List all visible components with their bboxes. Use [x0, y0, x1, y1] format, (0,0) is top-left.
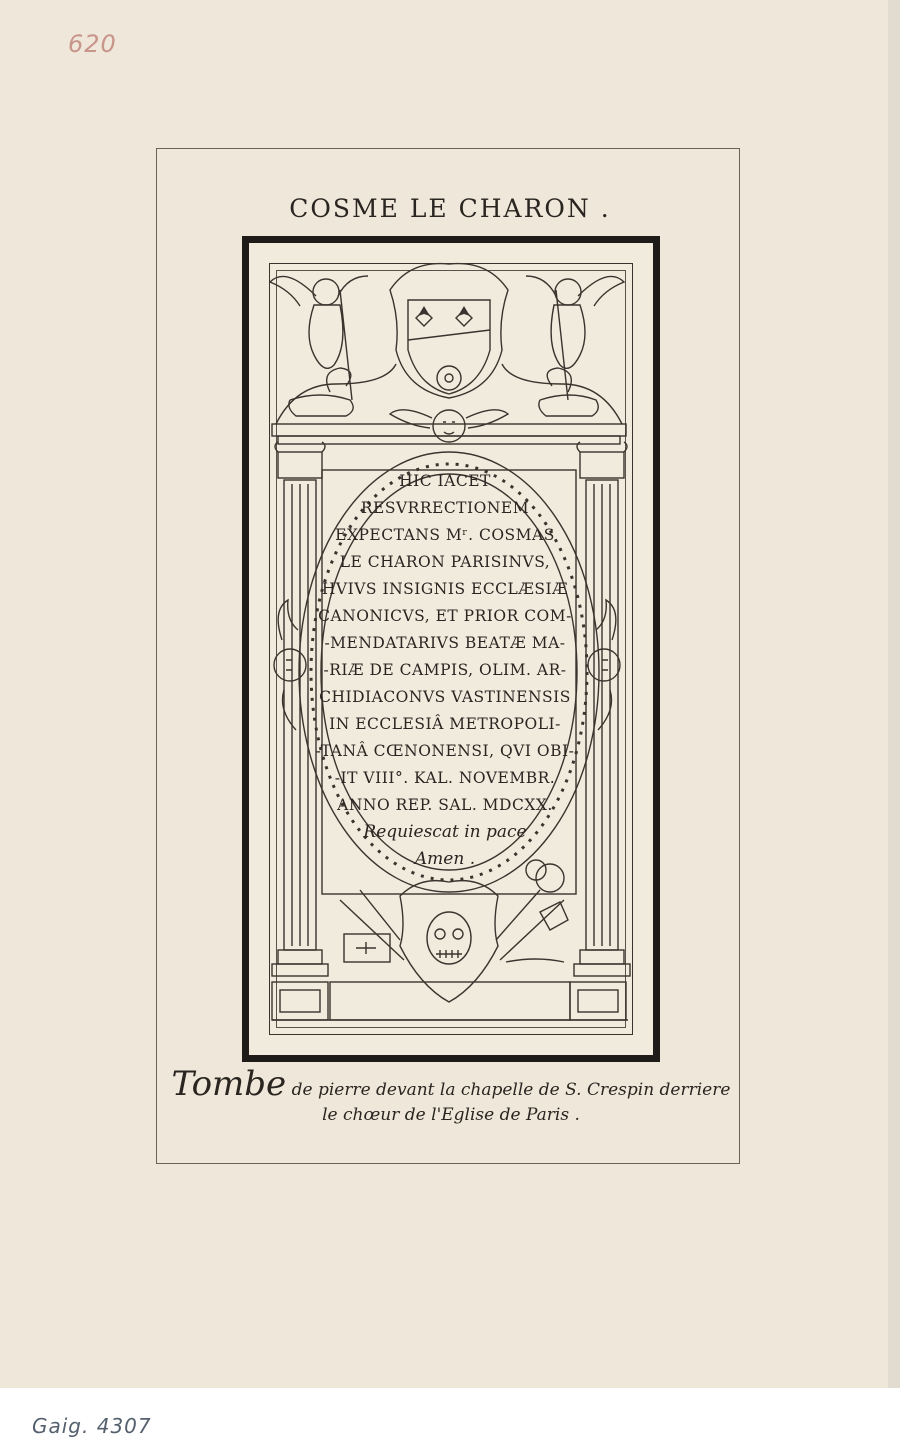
coat-of-arms	[390, 264, 508, 398]
left-putto	[270, 276, 368, 416]
epitaph-line: LE CHARON PARISINVS,	[339, 553, 551, 571]
epitaph-line: -TANÂ CŒNONENSI, QVI OBI-	[315, 742, 575, 760]
caption-line-2: le chœur de l'Eglise de Paris .	[322, 1105, 580, 1125]
cherub-head	[390, 410, 508, 442]
epitaph-line: -MENDATARIVS BEATÆ MA-	[324, 634, 566, 652]
epitaph-line: RESVRRECTIONEM	[360, 499, 530, 517]
epitaph-line: IN ECCLESIÂ METROPOLI-	[329, 715, 561, 733]
epitaph-inscription	[300, 468, 590, 873]
pencil-number: 620	[68, 30, 117, 58]
right-putto	[526, 276, 624, 416]
epitaph-line: CANONICVS, ET PRIOR COM-	[318, 607, 572, 625]
right-winged-head	[588, 600, 620, 730]
engraving-title: COSME LE CHARON .	[289, 194, 611, 223]
epitaph-line: ANNO REP. SAL. MDCXX.	[337, 796, 553, 814]
caption-initial-word: Tombe	[171, 1064, 287, 1104]
epitaph-closing: Amen .	[414, 849, 476, 869]
epitaph-line: CHIDIACONVS VASTINENSIS	[319, 688, 571, 706]
epitaph-line: EXPECTANS Mʳ. COSMAS	[335, 526, 555, 544]
epitaph-line: -IT VIII°. KAL. NOVEMBR.	[334, 769, 556, 787]
catalog-mark: Gaig. 4307	[32, 1414, 152, 1438]
epitaph-line: HVIVS INSIGNIS ECCLÆSIÆ	[321, 580, 569, 598]
epitaph-closing: Requiescat in pace	[363, 822, 527, 842]
epitaph-line: HIC IACET	[399, 472, 491, 490]
caption-line-1	[166, 1064, 736, 1104]
skull-cartouche	[400, 881, 498, 1002]
caption-line-1-text: de pierre devant la chapelle de S. Crespin derriere	[291, 1080, 731, 1100]
epitaph-line: -RIÆ DE CAMPIS, OLIM. AR-	[323, 661, 567, 679]
trophy-left	[340, 890, 404, 962]
plate-caption	[166, 1064, 736, 1126]
